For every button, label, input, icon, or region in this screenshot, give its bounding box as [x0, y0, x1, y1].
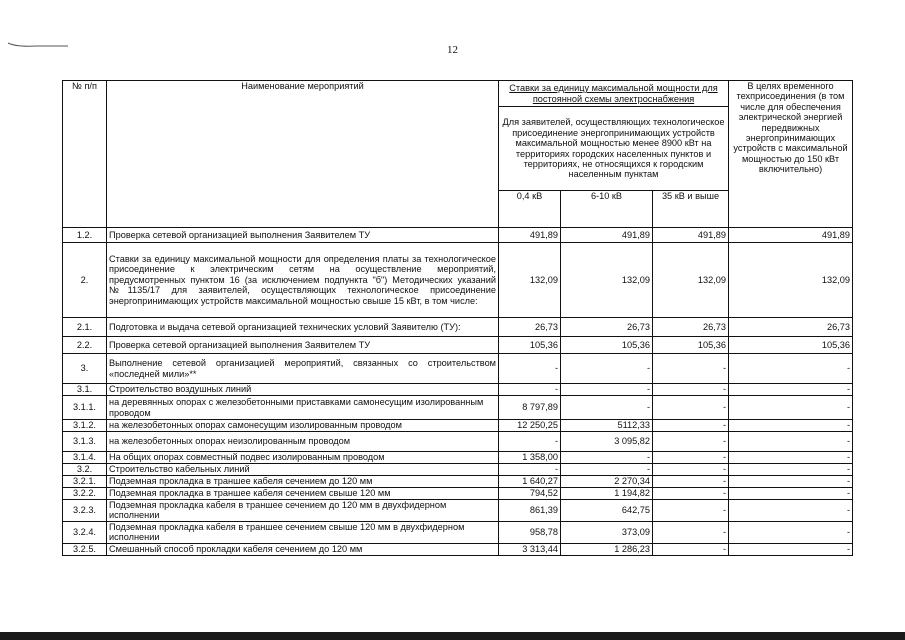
- row-value-temporary: -: [729, 521, 853, 543]
- row-name: Проверка сетевой организацией выполнения Заявителем ТУ: [107, 228, 499, 243]
- row-value-35kv: -: [653, 500, 729, 522]
- row-value-04kv: 26,73: [499, 318, 561, 337]
- row-value-610kv: -: [561, 464, 653, 476]
- row-value-610kv: -: [561, 384, 653, 396]
- row-name: Строительство кабельных линий: [107, 464, 499, 476]
- row-value-temporary: -: [729, 354, 853, 384]
- header-v3: 35 кВ и выше: [653, 191, 729, 228]
- row-value-temporary: -: [729, 432, 853, 452]
- row-value-35kv: 491,89: [653, 228, 729, 243]
- row-number: 3.: [63, 354, 107, 384]
- row-value-temporary: -: [729, 476, 853, 488]
- row-value-04kv: 1 640,27: [499, 476, 561, 488]
- table-row: [63, 543, 853, 555]
- header-rates: Ставки за единицу максимальной мощности для постоянной схемы электроснабжения: [499, 81, 729, 107]
- row-number: 1.2.: [63, 228, 107, 243]
- row-value-35kv: -: [653, 452, 729, 464]
- row-name: Смешанный способ прокладки кабеля сечением до 120 мм: [107, 543, 499, 555]
- row-value-35kv: 105,36: [653, 337, 729, 354]
- row-value-610kv: 26,73: [561, 318, 653, 337]
- row-name: на железобетонных опорах неизолированным проводом: [107, 432, 499, 452]
- row-name: Подземная прокладка кабеля в траншее сечением до 120 мм в двухфидерном исполнении: [107, 500, 499, 522]
- row-value-04kv: 105,36: [499, 337, 561, 354]
- row-value-temporary: -: [729, 396, 853, 420]
- row-value-04kv: 8 797,89: [499, 396, 561, 420]
- row-value-04kv: -: [499, 384, 561, 396]
- row-name: на деревянных опорах с железобетонными приставками самонесущим изолированным проводом: [107, 396, 499, 420]
- row-number: 3.2.2.: [63, 488, 107, 500]
- row-value-610kv: 642,75: [561, 500, 653, 522]
- row-name: на железобетонных опорах самонесущим изолированным проводом: [107, 420, 499, 432]
- row-value-temporary: -: [729, 500, 853, 522]
- row-value-35kv: 26,73: [653, 318, 729, 337]
- row-value-610kv: 132,09: [561, 243, 653, 318]
- row-value-04kv: -: [499, 354, 561, 384]
- row-value-610kv: 3 095,82: [561, 432, 653, 452]
- header-num: № п/п: [63, 81, 107, 228]
- row-number: 3.1.: [63, 384, 107, 396]
- row-value-35kv: -: [653, 384, 729, 396]
- row-number: 3.1.2.: [63, 420, 107, 432]
- header-row-1: [63, 81, 853, 107]
- row-value-04kv: -: [499, 464, 561, 476]
- row-name: Подземная прокладка в траншее кабеля сечением до 120 мм: [107, 476, 499, 488]
- table-row: [63, 452, 853, 464]
- row-number: 3.2.: [63, 464, 107, 476]
- row-value-35kv: 132,09: [653, 243, 729, 318]
- row-value-04kv: -: [499, 432, 561, 452]
- table-row: [63, 243, 853, 318]
- row-value-610kv: 373,09: [561, 521, 653, 543]
- row-value-35kv: -: [653, 432, 729, 452]
- table-row: [63, 396, 853, 420]
- row-value-35kv: -: [653, 476, 729, 488]
- row-number: 3.2.1.: [63, 476, 107, 488]
- page-number: 12: [447, 44, 458, 56]
- row-value-04kv: 794,52: [499, 488, 561, 500]
- row-name: Проверка сетевой организацией выполнения Заявителем ТУ: [107, 337, 499, 354]
- row-value-35kv: -: [653, 543, 729, 555]
- header-name: Наименование мероприятий: [107, 81, 499, 228]
- row-value-35kv: -: [653, 396, 729, 420]
- row-value-temporary: -: [729, 420, 853, 432]
- row-value-04kv: 12 250,25: [499, 420, 561, 432]
- row-value-35kv: -: [653, 354, 729, 384]
- row-value-35kv: -: [653, 488, 729, 500]
- header-v2: 6-10 кВ: [561, 191, 653, 228]
- row-number: 3.2.5.: [63, 543, 107, 555]
- header-temporary: В целях временного техприсоединения (в том числе для обеспечения электрической энергией передвижных энергопринимающих устройств с максимальной мощностью до 150 кВт включительно): [729, 81, 853, 228]
- table-row: [63, 432, 853, 452]
- row-value-temporary: 132,09: [729, 243, 853, 318]
- table-row: [63, 476, 853, 488]
- table-row: [63, 488, 853, 500]
- row-value-610kv: 105,36: [561, 337, 653, 354]
- row-value-35kv: -: [653, 521, 729, 543]
- row-value-temporary: -: [729, 452, 853, 464]
- row-value-610kv: 5112,33: [561, 420, 653, 432]
- table-row: [63, 337, 853, 354]
- row-value-610kv: -: [561, 396, 653, 420]
- row-name: Выполнение сетевой организацией мероприятий, связанных со строительством «последней мили»**: [107, 354, 499, 384]
- header-v1: 0,4 кВ: [499, 191, 561, 228]
- table-row: [63, 521, 853, 543]
- row-value-04kv: 491,89: [499, 228, 561, 243]
- row-value-610kv: 491,89: [561, 228, 653, 243]
- scan-bottom-edge: [0, 632, 905, 640]
- table-row: [63, 384, 853, 396]
- row-value-35kv: -: [653, 464, 729, 476]
- row-name: Строительство воздушных линий: [107, 384, 499, 396]
- table-row: [63, 500, 853, 522]
- tariff-table: [62, 80, 853, 556]
- table-row: [63, 228, 853, 243]
- table-row: [63, 354, 853, 384]
- row-number: 2.2.: [63, 337, 107, 354]
- row-name: Подземная прокладка кабеля в траншее сечением свыше 120 мм в двухфидерном исполнении: [107, 521, 499, 543]
- row-value-610kv: 1 194,82: [561, 488, 653, 500]
- row-value-temporary: -: [729, 488, 853, 500]
- row-value-temporary: -: [729, 543, 853, 555]
- row-value-610kv: -: [561, 452, 653, 464]
- row-value-35kv: -: [653, 420, 729, 432]
- row-name: Подготовка и выдача сетевой организацией технических условий Заявителю (ТУ):: [107, 318, 499, 337]
- row-value-04kv: 1 358,00: [499, 452, 561, 464]
- table-row: [63, 420, 853, 432]
- row-value-temporary: 105,36: [729, 337, 853, 354]
- row-number: 3.2.3.: [63, 500, 107, 522]
- row-number: 2.1.: [63, 318, 107, 337]
- row-value-temporary: 26,73: [729, 318, 853, 337]
- table-row: [63, 318, 853, 337]
- row-value-04kv: 3 313,44: [499, 543, 561, 555]
- row-value-temporary: -: [729, 464, 853, 476]
- row-number: 3.2.4.: [63, 521, 107, 543]
- table-row: [63, 464, 853, 476]
- row-value-610kv: 1 286,23: [561, 543, 653, 555]
- row-value-temporary: -: [729, 384, 853, 396]
- row-number: 3.1.3.: [63, 432, 107, 452]
- row-name: Ставки за единицу максимальной мощности для определения платы за технологическое присоединение к электрическим сетям на осуществление мероприятий, предусмотренных пунктом 16 (за исключением подпункта "б") Методических указаний №1135/17 для заявителей, осуществляющих технологическое присоединение энергопринимающих устройств максимальной мощностью свыше 15 кВт, в том числе:: [107, 243, 499, 318]
- row-number: 3.1.1.: [63, 396, 107, 420]
- row-value-610kv: 2 270,34: [561, 476, 653, 488]
- row-value-610kv: -: [561, 354, 653, 384]
- header-rates-sub: Для заявителей, осуществляющих технологическое присоединение энергопринимающих устройств максимальной мощностью менее 8900 кВт на территориях городских населенных пунктов и территориях, не относящихся к городским населенным пунктам: [499, 107, 729, 191]
- row-value-04kv: 958,78: [499, 521, 561, 543]
- row-value-temporary: 491,89: [729, 228, 853, 243]
- row-name: На общих опорах совместный подвес изолированным проводом: [107, 452, 499, 464]
- row-name: Подземная прокладка в траншее кабеля сечением свыше 120 мм: [107, 488, 499, 500]
- row-number: 2.: [63, 243, 107, 318]
- row-number: 3.1.4.: [63, 452, 107, 464]
- row-value-04kv: 132,09: [499, 243, 561, 318]
- row-value-04kv: 861,39: [499, 500, 561, 522]
